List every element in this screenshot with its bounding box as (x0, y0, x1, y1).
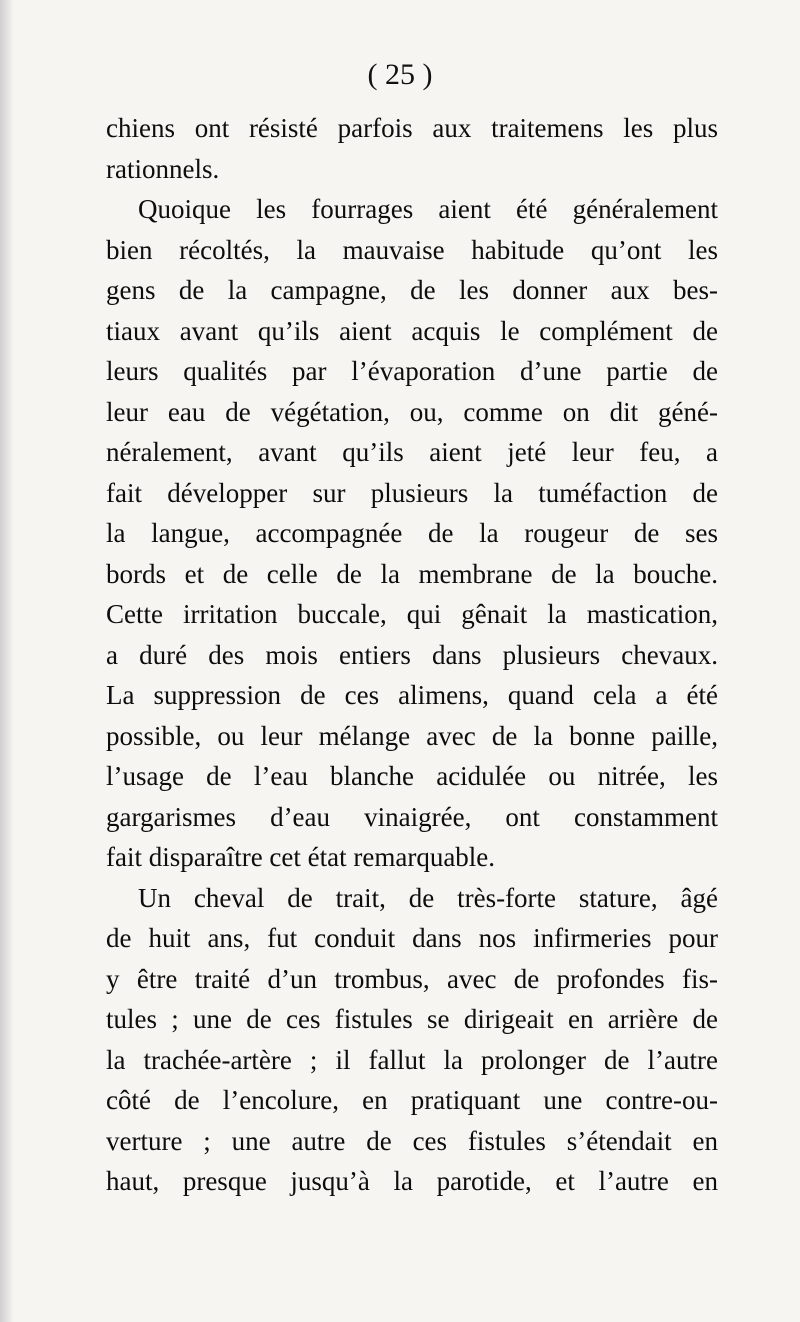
text-line: La suppression de ces alimens, quand cela a été (106, 680, 718, 710)
text-line: gens de la campagne, de les donner aux bes- (106, 275, 718, 305)
text-line: bords et de celle de la membrane de la bouche. (106, 558, 718, 589)
body-text (106, 108, 718, 1202)
text-line: côté de l’encolure, en pratiquant une contre-ou- (106, 1085, 718, 1115)
text-line: haut, presque jusqu’à la parotide, et l’autre en (106, 1166, 718, 1196)
text-line: y être traité d’un trombus, avec de profondes fis- (106, 963, 718, 994)
text-line: Un cheval de trait, de très-forte stature, âgé (138, 882, 718, 913)
text-line: bien récoltés, la mauvaise habitude qu’ont les (106, 234, 718, 265)
text-line: fait disparaître cet état remarquable. (106, 842, 496, 872)
text-line: tiaux avant qu’ils aient acquis le complément de (106, 315, 718, 346)
text-line: rationnels. (106, 153, 220, 184)
text-line: a duré des mois entiers dans plusieurs chevaux. (106, 639, 718, 670)
text-line: Quoique les fourrages aient été généralement (138, 194, 718, 224)
text-line: verture ; une autre de ces fistules s’étendait en (106, 1125, 718, 1156)
text-line: Cette irritation buccale, qui gênait la mastication, (106, 599, 718, 629)
text-line: néralement, avant qu’ils aient jeté leur feu, a (106, 437, 718, 467)
text-line: leur eau de végétation, ou, comme on dit géné- (106, 396, 718, 427)
text-line: leurs qualités par l’évaporation d’une partie de (106, 356, 718, 386)
page-edge-shadow (0, 0, 14, 1322)
text-line: fait développer sur plusieurs la tuméfaction de (106, 477, 718, 508)
text-line: la langue, accompagnée de la rougeur de ses (106, 518, 718, 548)
text-line: tules ; une de ces fistules se dirigeait en arrière de (106, 1004, 718, 1034)
text-line: gargarismes d’eau vinaigrée, ont constamment (106, 801, 718, 832)
text-line: la trachée-artère ; il fallut la prolonger de l’autre (106, 1044, 718, 1075)
text-line: chiens ont résisté parfois aux traitemens les plus (106, 113, 718, 143)
page-number: ( 25 ) (367, 58, 433, 91)
text-line: l’usage de l’eau blanche acidulée ou nitrée, les (106, 761, 718, 791)
text-line: de huit ans, fut conduit dans nos infirmeries pour (106, 923, 718, 953)
text-line: possible, ou leur mélange avec de la bonne paille, (106, 720, 718, 751)
